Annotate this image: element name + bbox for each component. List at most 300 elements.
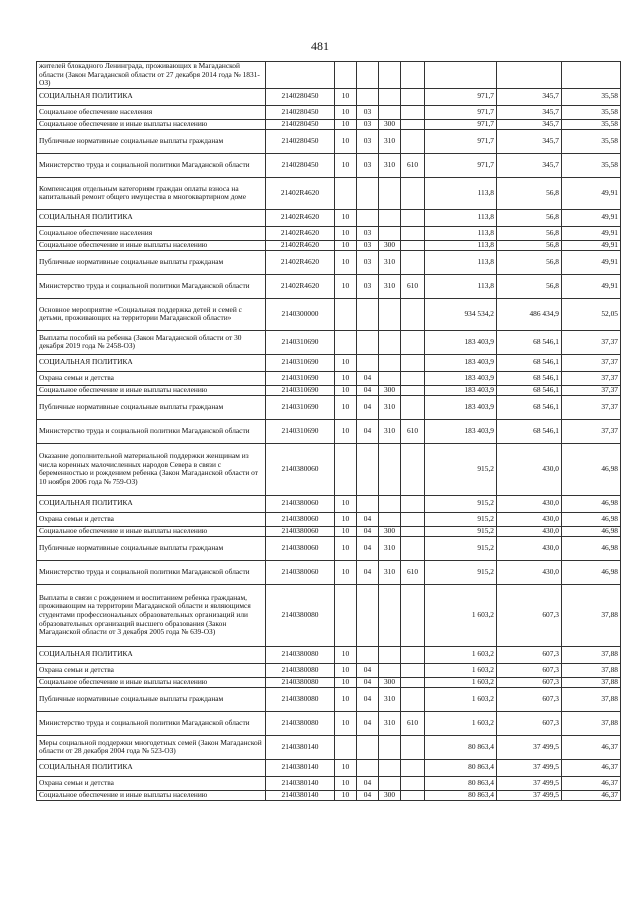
row-percent-cell: 46,98 (562, 443, 621, 495)
row-subsection-cell: 03 (357, 226, 379, 240)
row-planned-cell: 113,8 (425, 177, 497, 209)
table-row (37, 209, 621, 226)
row-section-cell (335, 584, 357, 646)
table-row (37, 250, 621, 274)
table-row (37, 119, 621, 129)
row-percent-cell: 46,37 (562, 759, 621, 776)
row-planned-cell: 80 863,4 (425, 759, 497, 776)
table-row (37, 177, 621, 209)
row-admin-code-cell: 610 (401, 560, 425, 584)
row-executed-cell: 56,8 (497, 177, 562, 209)
row-expense-type-cell: 310 (379, 129, 401, 153)
row-subsection-cell: 04 (357, 687, 379, 711)
row-name-cell: СОЦИАЛЬНАЯ ПОЛИТИКА (37, 646, 266, 663)
row-expense-type-cell: 310 (379, 274, 401, 298)
row-planned-cell: 80 863,4 (425, 735, 497, 759)
row-code-cell: 2140280450 (266, 153, 335, 177)
row-code-cell: 21402R4620 (266, 240, 335, 250)
row-name-cell: Социальное обеспечение населения (37, 226, 266, 240)
row-subsection-cell: 03 (357, 119, 379, 129)
row-subsection-cell: 04 (357, 677, 379, 687)
row-executed-cell: 37 499,5 (497, 759, 562, 776)
row-name-cell: жителей блокадного Ленинграда, проживающих в Магаданской области (Закон Магаданской области от 27 декабря 2014 года № 1831-ОЗ) (37, 62, 266, 89)
row-percent-cell: 37,37 (562, 354, 621, 371)
row-subsection-cell (357, 330, 379, 354)
table-row (37, 495, 621, 512)
row-subsection-cell: 03 (357, 250, 379, 274)
row-section-cell: 10 (335, 88, 357, 105)
table-row (37, 663, 621, 677)
row-planned-cell: 915,2 (425, 526, 497, 536)
row-percent-cell: 49,91 (562, 209, 621, 226)
row-section-cell: 10 (335, 560, 357, 584)
row-section-cell: 10 (335, 153, 357, 177)
row-expense-type-cell: 300 (379, 677, 401, 687)
row-planned-cell: 971,7 (425, 153, 497, 177)
row-admin-code-cell (401, 395, 425, 419)
table-row (37, 735, 621, 759)
row-expense-type-cell (379, 354, 401, 371)
row-expense-type-cell (379, 663, 401, 677)
row-name-cell: СОЦИАЛЬНАЯ ПОЛИТИКА (37, 495, 266, 512)
row-section-cell: 10 (335, 536, 357, 560)
row-planned-cell: 971,7 (425, 119, 497, 129)
row-expense-type-cell: 310 (379, 153, 401, 177)
row-executed-cell: 68 546,1 (497, 371, 562, 385)
row-admin-code-cell (401, 298, 425, 330)
row-section-cell (335, 62, 357, 89)
table-row (37, 677, 621, 687)
row-code-cell: 2140280450 (266, 105, 335, 119)
row-expense-type-cell: 310 (379, 687, 401, 711)
row-name-cell: СОЦИАЛЬНАЯ ПОЛИТИКА (37, 354, 266, 371)
row-executed-cell: 37 499,5 (497, 790, 562, 800)
row-planned-cell: 113,8 (425, 240, 497, 250)
row-executed-cell: 607,3 (497, 677, 562, 687)
row-section-cell: 10 (335, 677, 357, 687)
row-section-cell: 10 (335, 105, 357, 119)
row-percent-cell: 37,88 (562, 584, 621, 646)
row-percent-cell: 46,37 (562, 790, 621, 800)
row-subsection-cell: 04 (357, 395, 379, 419)
row-expense-type-cell: 310 (379, 560, 401, 584)
row-percent-cell: 35,58 (562, 153, 621, 177)
row-subsection-cell (357, 495, 379, 512)
table-row (37, 274, 621, 298)
row-admin-code-cell (401, 177, 425, 209)
table-row (37, 443, 621, 495)
row-percent-cell: 37,37 (562, 385, 621, 395)
row-executed-cell: 486 434,9 (497, 298, 562, 330)
row-expense-type-cell: 300 (379, 790, 401, 800)
row-executed-cell: 37 499,5 (497, 776, 562, 790)
row-code-cell: 2140310690 (266, 395, 335, 419)
row-admin-code-cell (401, 663, 425, 677)
row-executed-cell: 430,0 (497, 443, 562, 495)
row-planned-cell: 113,8 (425, 274, 497, 298)
row-code-cell: 2140380080 (266, 584, 335, 646)
row-code-cell: 2140310690 (266, 385, 335, 395)
row-code-cell: 2140380080 (266, 677, 335, 687)
row-expense-type-cell (379, 735, 401, 759)
row-subsection-cell: 04 (357, 790, 379, 800)
row-percent-cell: 46,37 (562, 735, 621, 759)
row-code-cell: 2140380060 (266, 560, 335, 584)
row-name-cell: Публичные нормативные социальные выплаты гражданам (37, 250, 266, 274)
row-admin-code-cell (401, 536, 425, 560)
row-executed-cell: 345,7 (497, 129, 562, 153)
row-executed-cell: 430,0 (497, 536, 562, 560)
row-name-cell: Социальное обеспечение и иные выплаты населению (37, 677, 266, 687)
row-subsection-cell (357, 646, 379, 663)
row-expense-type-cell: 310 (379, 419, 401, 443)
row-section-cell: 10 (335, 687, 357, 711)
row-name-cell: Охрана семьи и детства (37, 663, 266, 677)
row-expense-type-cell: 310 (379, 536, 401, 560)
row-admin-code-cell (401, 385, 425, 395)
row-code-cell: 21402R4620 (266, 250, 335, 274)
table-row (37, 759, 621, 776)
row-planned-cell: 1 603,2 (425, 677, 497, 687)
row-subsection-cell (357, 209, 379, 226)
row-code-cell (266, 62, 335, 89)
row-subsection-cell: 04 (357, 776, 379, 790)
row-percent-cell: 37,37 (562, 371, 621, 385)
row-name-cell: Публичные нормативные социальные выплаты гражданам (37, 687, 266, 711)
row-name-cell: Выплаты в связи с рождением и воспитанием ребенка гражданам, проживающим на территории Магаданской области и являющимся студентами профессиональных образовательных организаций или образовательных организаций высшего образования (Закон Магаданской области от 3 декабря 2005 года № 639-ОЗ) (37, 584, 266, 646)
row-admin-code-cell (401, 512, 425, 526)
row-executed-cell: 607,3 (497, 711, 562, 735)
row-executed-cell: 607,3 (497, 663, 562, 677)
row-subsection-cell: 03 (357, 240, 379, 250)
row-executed-cell: 56,8 (497, 209, 562, 226)
row-executed-cell: 56,8 (497, 226, 562, 240)
row-planned-cell: 915,2 (425, 536, 497, 560)
table-row (37, 298, 621, 330)
row-expense-type-cell: 300 (379, 526, 401, 536)
row-executed-cell: 68 546,1 (497, 385, 562, 395)
row-executed-cell: 345,7 (497, 105, 562, 119)
row-section-cell: 10 (335, 226, 357, 240)
row-admin-code-cell (401, 105, 425, 119)
budget-table (36, 61, 621, 801)
row-executed-cell (497, 62, 562, 89)
row-admin-code-cell (401, 226, 425, 240)
table-row (37, 526, 621, 536)
row-admin-code-cell (401, 790, 425, 800)
row-expense-type-cell: 310 (379, 395, 401, 419)
row-section-cell: 10 (335, 512, 357, 526)
row-name-cell: Министерство труда и социальной политики Магаданской области (37, 560, 266, 584)
row-executed-cell: 430,0 (497, 495, 562, 512)
table-row (37, 395, 621, 419)
row-percent-cell: 46,98 (562, 560, 621, 584)
row-code-cell: 2140280450 (266, 119, 335, 129)
row-percent-cell: 37,88 (562, 711, 621, 735)
row-section-cell: 10 (335, 711, 357, 735)
row-subsection-cell: 03 (357, 153, 379, 177)
row-admin-code-cell (401, 776, 425, 790)
row-code-cell: 2140310690 (266, 371, 335, 385)
row-name-cell: Охрана семьи и детства (37, 371, 266, 385)
row-subsection-cell: 04 (357, 536, 379, 560)
row-expense-type-cell (379, 584, 401, 646)
row-section-cell: 10 (335, 495, 357, 512)
row-planned-cell: 1 603,2 (425, 584, 497, 646)
row-section-cell (335, 735, 357, 759)
row-planned-cell: 183 403,9 (425, 385, 497, 395)
row-code-cell: 2140380140 (266, 790, 335, 800)
row-percent-cell: 52,05 (562, 298, 621, 330)
row-executed-cell: 68 546,1 (497, 354, 562, 371)
row-percent-cell: 49,91 (562, 274, 621, 298)
row-executed-cell: 607,3 (497, 584, 562, 646)
row-planned-cell: 971,7 (425, 88, 497, 105)
table-row (37, 371, 621, 385)
row-planned-cell: 1 603,2 (425, 711, 497, 735)
row-percent-cell: 35,58 (562, 119, 621, 129)
row-expense-type-cell (379, 88, 401, 105)
row-executed-cell: 37 499,5 (497, 735, 562, 759)
table-row (37, 88, 621, 105)
row-expense-type-cell (379, 330, 401, 354)
row-subsection-cell (357, 62, 379, 89)
row-admin-code-cell (401, 119, 425, 129)
row-executed-cell: 607,3 (497, 646, 562, 663)
row-expense-type-cell (379, 177, 401, 209)
row-name-cell: Социальное обеспечение и иные выплаты населению (37, 526, 266, 536)
row-planned-cell: 1 603,2 (425, 687, 497, 711)
row-section-cell (335, 298, 357, 330)
row-admin-code-cell (401, 129, 425, 153)
row-executed-cell: 607,3 (497, 687, 562, 711)
row-expense-type-cell (379, 776, 401, 790)
row-code-cell: 2140310690 (266, 354, 335, 371)
table-body (37, 62, 621, 801)
row-name-cell: СОЦИАЛЬНАЯ ПОЛИТИКА (37, 759, 266, 776)
row-code-cell: 2140380060 (266, 512, 335, 526)
row-code-cell: 21402R4620 (266, 209, 335, 226)
row-expense-type-cell (379, 443, 401, 495)
row-name-cell: Охрана семьи и детства (37, 776, 266, 790)
row-admin-code-cell (401, 584, 425, 646)
row-section-cell: 10 (335, 419, 357, 443)
row-name-cell: Компенсация отдельным категориям граждан оплаты взноса на капитальный ремонт общего имущества в многоквартирном доме (37, 177, 266, 209)
row-section-cell: 10 (335, 240, 357, 250)
row-percent-cell (562, 62, 621, 89)
row-percent-cell: 37,88 (562, 663, 621, 677)
row-name-cell: Публичные нормативные социальные выплаты гражданам (37, 536, 266, 560)
row-subsection-cell (357, 298, 379, 330)
row-subsection-cell: 04 (357, 371, 379, 385)
row-percent-cell: 46,98 (562, 512, 621, 526)
row-code-cell: 2140310690 (266, 419, 335, 443)
row-percent-cell: 46,98 (562, 495, 621, 512)
row-subsection-cell (357, 177, 379, 209)
row-admin-code-cell: 610 (401, 274, 425, 298)
row-admin-code-cell (401, 62, 425, 89)
row-percent-cell: 37,37 (562, 330, 621, 354)
table-row (37, 687, 621, 711)
table-row (37, 512, 621, 526)
row-admin-code-cell (401, 250, 425, 274)
row-percent-cell: 49,91 (562, 177, 621, 209)
row-code-cell: 2140280450 (266, 88, 335, 105)
row-name-cell: Социальное обеспечение и иные выплаты населению (37, 385, 266, 395)
row-subsection-cell: 04 (357, 560, 379, 584)
row-executed-cell: 56,8 (497, 240, 562, 250)
row-subsection-cell (357, 443, 379, 495)
row-planned-cell: 80 863,4 (425, 776, 497, 790)
row-percent-cell: 37,37 (562, 395, 621, 419)
row-subsection-cell: 04 (357, 663, 379, 677)
row-subsection-cell (357, 88, 379, 105)
table-row (37, 330, 621, 354)
row-percent-cell: 37,37 (562, 419, 621, 443)
row-expense-type-cell (379, 298, 401, 330)
row-admin-code-cell: 610 (401, 711, 425, 735)
row-subsection-cell: 04 (357, 711, 379, 735)
row-code-cell: 2140380060 (266, 536, 335, 560)
row-executed-cell: 430,0 (497, 526, 562, 536)
row-executed-cell: 56,8 (497, 250, 562, 274)
row-subsection-cell: 04 (357, 385, 379, 395)
row-admin-code-cell (401, 240, 425, 250)
row-planned-cell: 183 403,9 (425, 419, 497, 443)
row-code-cell: 21402R4620 (266, 177, 335, 209)
row-admin-code-cell (401, 677, 425, 687)
row-code-cell: 21402R4620 (266, 226, 335, 240)
row-planned-cell (425, 62, 497, 89)
row-name-cell: Министерство труда и социальной политики Магаданской области (37, 153, 266, 177)
row-name-cell: Социальное обеспечение населения (37, 105, 266, 119)
table-row (37, 62, 621, 89)
row-expense-type-cell (379, 646, 401, 663)
row-name-cell: Социальное обеспечение и иные выплаты населению (37, 240, 266, 250)
row-code-cell: 2140380060 (266, 443, 335, 495)
row-subsection-cell (357, 354, 379, 371)
row-admin-code-cell (401, 443, 425, 495)
row-name-cell: СОЦИАЛЬНАЯ ПОЛИТИКА (37, 209, 266, 226)
row-section-cell: 10 (335, 354, 357, 371)
row-name-cell: Публичные нормативные социальные выплаты гражданам (37, 129, 266, 153)
row-expense-type-cell: 300 (379, 119, 401, 129)
table-row (37, 419, 621, 443)
row-name-cell: Оказание дополнительной материальной поддержки женщинам из числа коренных малочисленных народов Севера в связи с беременностью и рождением ребенка (Закон Магаданской области от 10 ноября 2006 года № 759-ОЗ) (37, 443, 266, 495)
row-subsection-cell: 03 (357, 105, 379, 119)
row-admin-code-cell (401, 687, 425, 711)
row-section-cell: 10 (335, 663, 357, 677)
row-code-cell: 2140380060 (266, 495, 335, 512)
row-code-cell: 2140380080 (266, 646, 335, 663)
row-admin-code-cell (401, 209, 425, 226)
table-row (37, 240, 621, 250)
table-row (37, 790, 621, 800)
row-section-cell: 10 (335, 129, 357, 153)
row-code-cell: 2140380080 (266, 711, 335, 735)
row-percent-cell: 49,91 (562, 240, 621, 250)
row-code-cell: 21402R4620 (266, 274, 335, 298)
row-subsection-cell: 04 (357, 526, 379, 536)
row-executed-cell: 430,0 (497, 560, 562, 584)
row-planned-cell: 1 603,2 (425, 646, 497, 663)
row-code-cell: 2140300000 (266, 298, 335, 330)
row-subsection-cell: 03 (357, 274, 379, 298)
row-subsection-cell: 03 (357, 129, 379, 153)
row-percent-cell: 35,58 (562, 105, 621, 119)
table-row (37, 711, 621, 735)
row-percent-cell: 46,98 (562, 536, 621, 560)
row-planned-cell: 183 403,9 (425, 354, 497, 371)
row-planned-cell: 915,2 (425, 443, 497, 495)
row-code-cell: 2140280450 (266, 129, 335, 153)
row-name-cell: Министерство труда и социальной политики Магаданской области (37, 711, 266, 735)
row-name-cell: Министерство труда и социальной политики Магаданской области (37, 419, 266, 443)
row-admin-code-cell (401, 495, 425, 512)
row-admin-code-cell (401, 735, 425, 759)
row-executed-cell: 56,8 (497, 274, 562, 298)
row-subsection-cell (357, 584, 379, 646)
row-admin-code-cell: 610 (401, 153, 425, 177)
table-row (37, 776, 621, 790)
row-planned-cell: 113,8 (425, 250, 497, 274)
table-row (37, 153, 621, 177)
row-expense-type-cell (379, 209, 401, 226)
row-code-cell: 2140380140 (266, 776, 335, 790)
row-code-cell: 2140380080 (266, 663, 335, 677)
table-row (37, 536, 621, 560)
row-subsection-cell (357, 735, 379, 759)
row-percent-cell: 37,88 (562, 646, 621, 663)
row-executed-cell: 345,7 (497, 88, 562, 105)
row-expense-type-cell (379, 105, 401, 119)
row-executed-cell: 345,7 (497, 153, 562, 177)
row-executed-cell: 68 546,1 (497, 395, 562, 419)
row-section-cell: 10 (335, 790, 357, 800)
row-admin-code-cell: 610 (401, 419, 425, 443)
row-executed-cell: 68 546,1 (497, 330, 562, 354)
row-planned-cell: 183 403,9 (425, 395, 497, 419)
row-percent-cell: 49,91 (562, 226, 621, 240)
table-row (37, 354, 621, 371)
row-planned-cell: 113,8 (425, 209, 497, 226)
row-admin-code-cell (401, 371, 425, 385)
table-row (37, 646, 621, 663)
row-expense-type-cell (379, 371, 401, 385)
row-planned-cell: 915,2 (425, 495, 497, 512)
table-row (37, 105, 621, 119)
row-name-cell: Основное мероприятие «Социальная поддержка детей и семей с детьми, проживающих на территории Магаданской области» (37, 298, 266, 330)
row-percent-cell: 49,91 (562, 250, 621, 274)
row-planned-cell: 934 534,2 (425, 298, 497, 330)
row-section-cell: 10 (335, 371, 357, 385)
row-planned-cell: 113,8 (425, 226, 497, 240)
row-admin-code-cell (401, 88, 425, 105)
row-admin-code-cell (401, 646, 425, 663)
row-planned-cell: 915,2 (425, 560, 497, 584)
row-executed-cell: 430,0 (497, 512, 562, 526)
table-row (37, 129, 621, 153)
row-expense-type-cell (379, 495, 401, 512)
row-executed-cell: 68 546,1 (497, 419, 562, 443)
row-expense-type-cell (379, 512, 401, 526)
row-section-cell: 10 (335, 209, 357, 226)
row-code-cell: 2140380140 (266, 759, 335, 776)
row-subsection-cell (357, 759, 379, 776)
row-name-cell: Социальное обеспечение и иные выплаты населению (37, 119, 266, 129)
row-percent-cell: 37,88 (562, 677, 621, 687)
row-section-cell: 10 (335, 385, 357, 395)
